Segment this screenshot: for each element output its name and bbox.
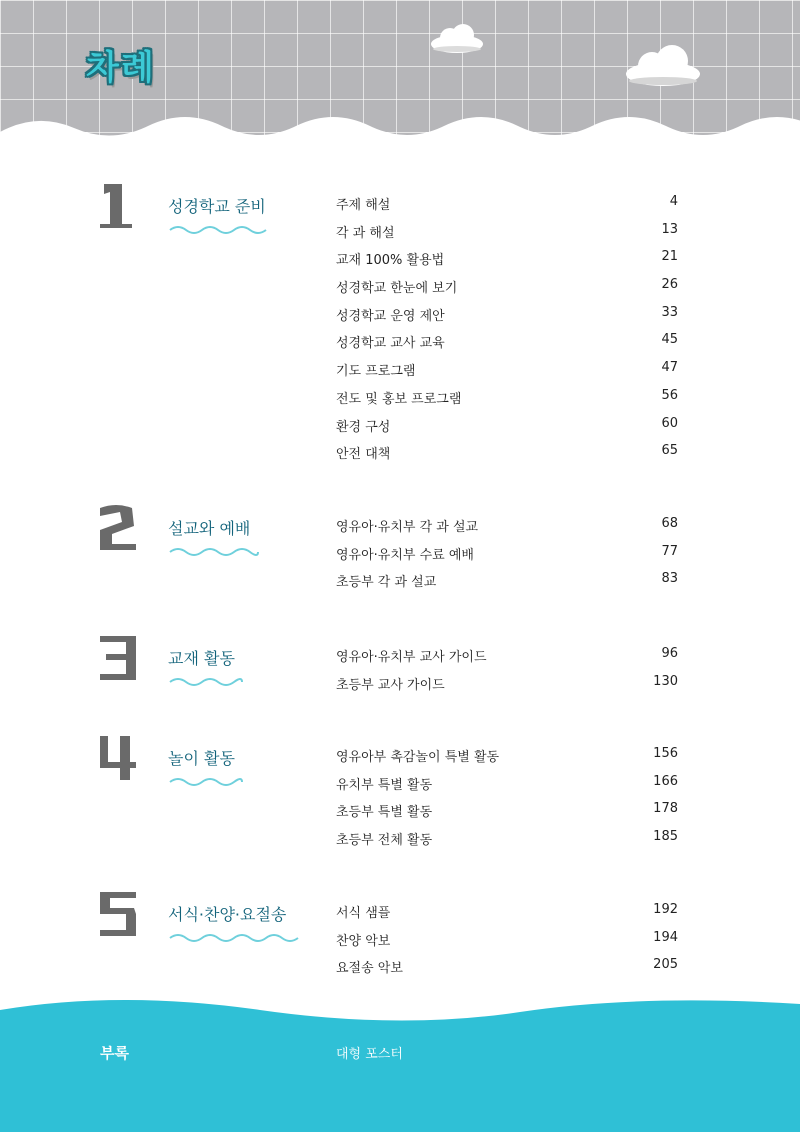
wave-decoration <box>168 776 244 788</box>
appendix-title: 부록 <box>100 1044 129 1062</box>
toc-item-label: 초등부 각 과 설교 <box>336 575 437 591</box>
toc-item-page: 192 <box>653 902 678 917</box>
section-number <box>96 502 140 552</box>
toc-item-page: 77 <box>661 543 678 559</box>
toc-item[interactable] <box>336 416 678 444</box>
section-number <box>96 632 140 682</box>
toc-item-label: 교재 100% 활용법 <box>336 253 445 269</box>
section-number <box>96 732 140 782</box>
toc-item[interactable] <box>336 674 678 702</box>
toc-item[interactable] <box>336 902 678 930</box>
toc-item-page: 45 <box>661 332 678 348</box>
section-number <box>96 180 140 230</box>
toc-item-page: 68 <box>661 516 678 531</box>
toc-item-page: 33 <box>661 304 678 320</box>
toc-item[interactable] <box>336 516 678 544</box>
section-number <box>96 888 140 938</box>
toc-item-label: 요절송 악보 <box>336 961 403 977</box>
toc-item-label: 안전 대책 <box>336 447 391 463</box>
toc-item[interactable] <box>336 277 678 305</box>
header-banner <box>0 0 800 150</box>
toc-item[interactable] <box>336 332 678 360</box>
toc-item-page: 205 <box>653 957 678 973</box>
toc-item-label: 주제 해설 <box>336 198 391 213</box>
toc-item[interactable] <box>336 544 678 572</box>
wave-decoration <box>168 546 260 558</box>
toc-items <box>336 194 678 471</box>
toc-item-label: 성경학교 한눈에 보기 <box>336 281 458 297</box>
wave-decoration <box>168 932 304 944</box>
toc-item[interactable] <box>336 388 678 416</box>
section-title: 서식·찬양·요절송 <box>168 905 287 924</box>
toc-item-page: 83 <box>661 571 678 587</box>
section-title: 성경학교 준비 <box>168 197 266 216</box>
wave-decoration <box>168 676 244 688</box>
toc-item-page: 26 <box>661 277 678 293</box>
toc-item-page: 4 <box>669 194 678 209</box>
toc-item[interactable] <box>336 801 678 829</box>
toc-item-page: 185 <box>653 829 678 845</box>
toc-item[interactable] <box>336 930 678 958</box>
toc-item-label: 찬양 악보 <box>336 933 391 949</box>
toc-item-label: 각 과 해설 <box>336 225 395 241</box>
toc-item-label: 기도 프로그램 <box>336 364 416 380</box>
toc-item-page: 156 <box>653 746 678 761</box>
toc-item-page: 60 <box>661 415 678 431</box>
toc-item-label: 초등부 교사 가이드 <box>336 677 445 693</box>
toc-item[interactable] <box>336 957 678 985</box>
toc-item[interactable] <box>336 571 678 599</box>
toc-item-label: 전도 및 홍보 프로그램 <box>336 391 462 407</box>
section-title: 설교와 예배 <box>168 519 251 538</box>
toc-item-label: 초등부 특별 활동 <box>336 805 433 821</box>
section-title: 교재 활동 <box>168 649 235 668</box>
toc-item[interactable] <box>336 443 678 471</box>
toc-item[interactable] <box>336 360 678 388</box>
toc-item[interactable] <box>336 829 678 857</box>
toc-items <box>336 516 678 599</box>
toc-item-label: 성경학교 교사 교육 <box>336 336 445 352</box>
toc-item-page: 56 <box>661 387 678 403</box>
toc-item-label: 유치부 특별 활동 <box>336 777 433 793</box>
toc-items <box>336 646 678 701</box>
toc-item[interactable] <box>336 249 678 277</box>
toc-item[interactable] <box>336 222 678 250</box>
toc-item[interactable] <box>336 646 678 674</box>
cloud-icon <box>428 22 486 54</box>
toc-item-page: 194 <box>653 929 678 945</box>
toc-items <box>336 746 678 857</box>
toc-item[interactable] <box>336 194 678 222</box>
toc-item-label: 영유아부 촉감놀이 특별 활동 <box>336 750 500 765</box>
toc-item-label: 영유아·유치부 수료 예배 <box>336 547 474 563</box>
toc-item-label: 서식 샘플 <box>336 906 391 921</box>
toc-items <box>336 902 678 985</box>
toc-item-page: 21 <box>661 249 678 265</box>
toc-item[interactable] <box>336 774 678 802</box>
toc-item[interactable] <box>336 746 678 774</box>
wave-decoration <box>168 224 272 236</box>
toc-item-page: 166 <box>653 773 678 789</box>
toc-item-page: 47 <box>661 360 678 376</box>
toc-item-label: 영유아·유치부 각 과 설교 <box>336 520 479 535</box>
page-title: 차례 <box>86 48 156 88</box>
toc-item-label: 성경학교 운영 제안 <box>336 308 445 324</box>
toc-item-page: 65 <box>661 443 678 459</box>
toc-item-page: 178 <box>653 801 678 817</box>
toc-item-page: 96 <box>661 646 678 661</box>
toc-item-label: 초등부 전체 활동 <box>336 833 433 849</box>
section-title: 놀이 활동 <box>168 749 235 768</box>
toc-item-page: 13 <box>661 221 678 237</box>
toc-item[interactable] <box>336 305 678 333</box>
toc-item-page: 130 <box>653 673 678 689</box>
toc-item-label: 환경 구성 <box>336 419 391 435</box>
appendix-item[interactable]: 대형 포스터 <box>336 1047 403 1062</box>
cloud-icon <box>622 42 704 88</box>
toc-item-label: 영유아·유치부 교사 가이드 <box>336 650 487 665</box>
